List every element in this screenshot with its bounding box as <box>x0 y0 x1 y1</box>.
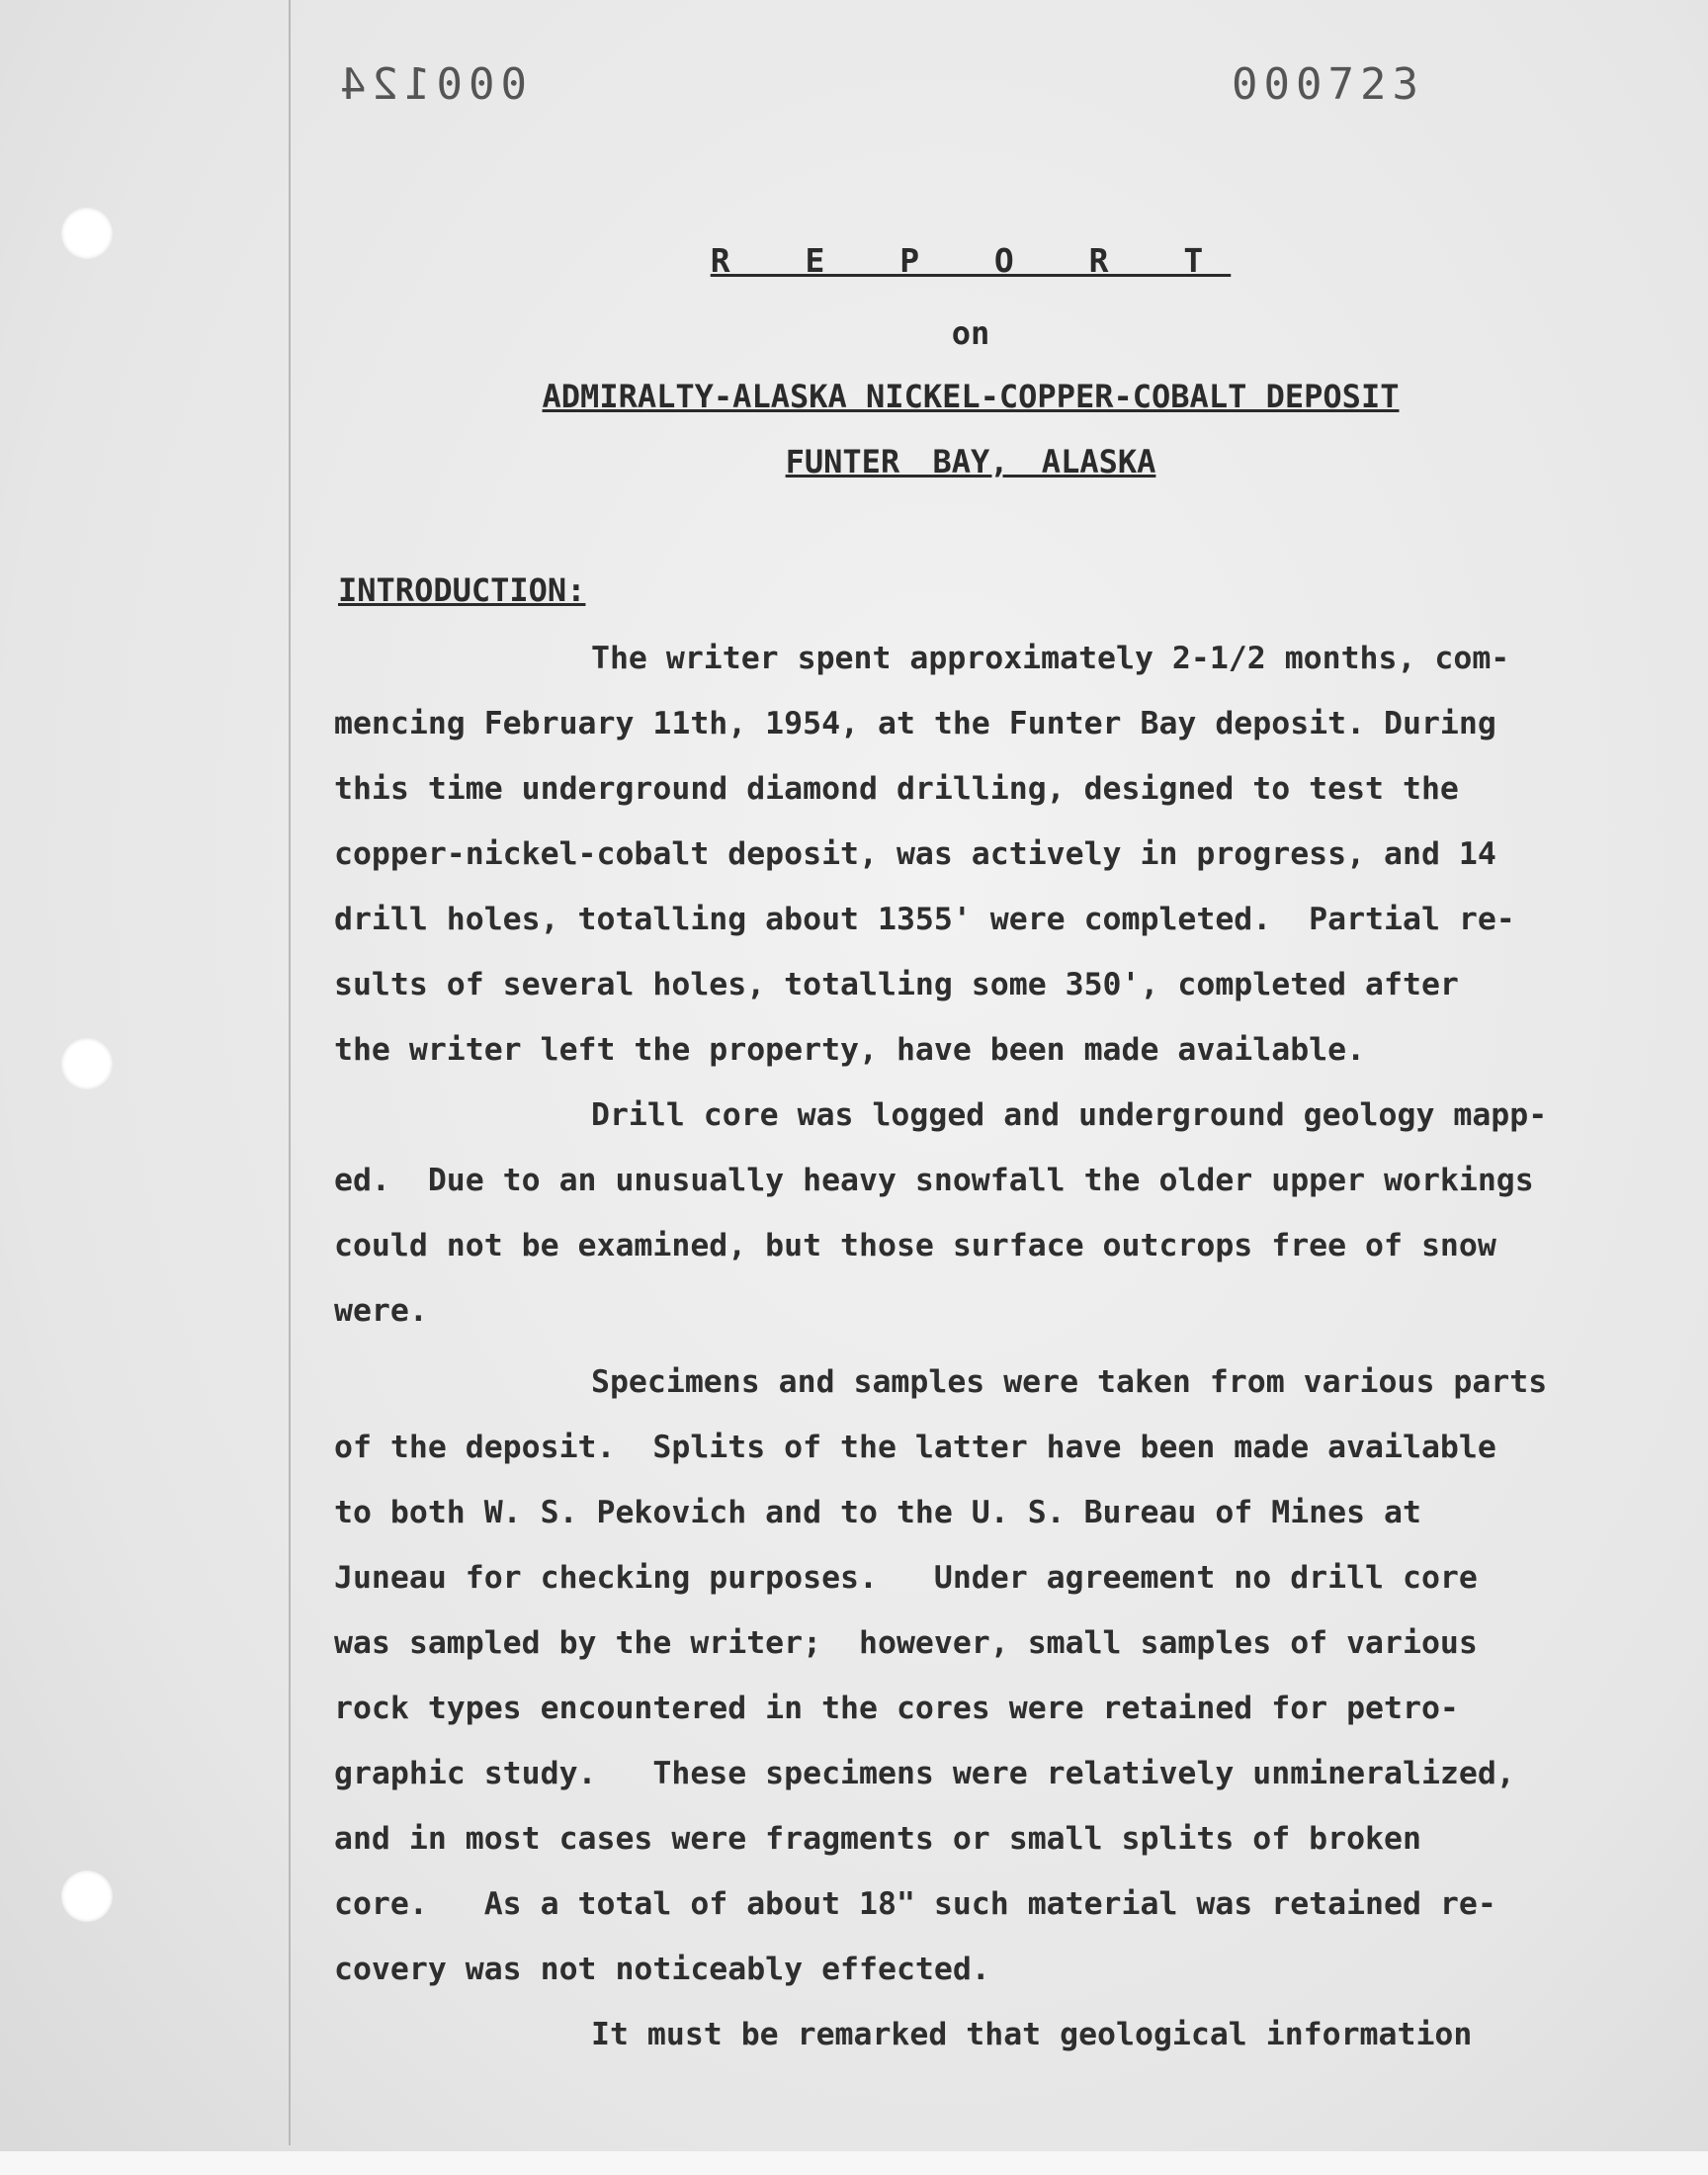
body-line: were. <box>334 1293 428 1329</box>
body-line: the writer left the property, have been made available. <box>334 1032 1366 1068</box>
body-line: Drill core was logged and underground geology mapp- <box>591 1097 1548 1133</box>
body-line: Juneau for checking purposes. Under agreement no drill core <box>334 1560 1478 1596</box>
body-line: The writer spent approximately 2-1/2 months, com- <box>591 641 1510 676</box>
section-heading: INTRODUCTION: <box>338 571 586 609</box>
body-line: mencing February 11th, 1954, at the Funter Bay deposit. During <box>334 706 1496 741</box>
report-subtitle: ADMIRALTY-ALASKA NICKEL-COPPER-COBALT DEPOSIT <box>542 378 1400 415</box>
body-line: drill holes, totalling about 1355' were completed. Partial re- <box>334 902 1515 937</box>
page-stamp: 000723 <box>1232 59 1424 110</box>
body-line: covery was not noticeably effected. <box>334 1952 990 1987</box>
page-bottom-edge <box>0 2151 1708 2175</box>
body-line: ed. Due to an unusually heavy snowfall the older upper workings <box>334 1163 1534 1198</box>
body-line: It must be remarked that geological information <box>591 2017 1473 2052</box>
body-line: of the deposit. Splits of the latter have been made available <box>334 1430 1496 1465</box>
body-line: graphic study. These specimens were relatively unmineralized, <box>334 1756 1515 1791</box>
body-line: and in most cases were fragments or small splits of broken <box>334 1821 1421 1857</box>
body-line: Specimens and samples were taken from various parts <box>591 1364 1548 1400</box>
body-line: to both W. S. Pekovich and to the U. S. Bureau of Mines at <box>334 1495 1421 1530</box>
body-line: core. As a total of about 18" such material was retained re- <box>334 1886 1496 1922</box>
body-line: rock types encountered in the cores were retained for petro- <box>334 1691 1459 1726</box>
punch-hole <box>61 208 113 259</box>
report-location: FUNTER BAY, ALASKA <box>785 443 1156 480</box>
report-on: on <box>951 314 990 352</box>
body-line: this time underground diamond drilling, designed to test the <box>334 771 1459 807</box>
body-line: copper-nickel-cobalt deposit, was actively in progress, and 14 <box>334 836 1496 872</box>
punch-hole <box>61 1038 113 1089</box>
body-line: sults of several holes, totalling some 350', completed after <box>334 967 1459 1002</box>
report-title: R E P O R T <box>710 241 1232 280</box>
body-line: was sampled by the writer; however, small samples of various <box>334 1625 1478 1661</box>
punch-hole <box>61 1870 113 1922</box>
body-line: could not be examined, but those surface outcrops free of snow <box>334 1228 1496 1263</box>
page-stamp-mirrored: 000124 <box>334 59 527 110</box>
